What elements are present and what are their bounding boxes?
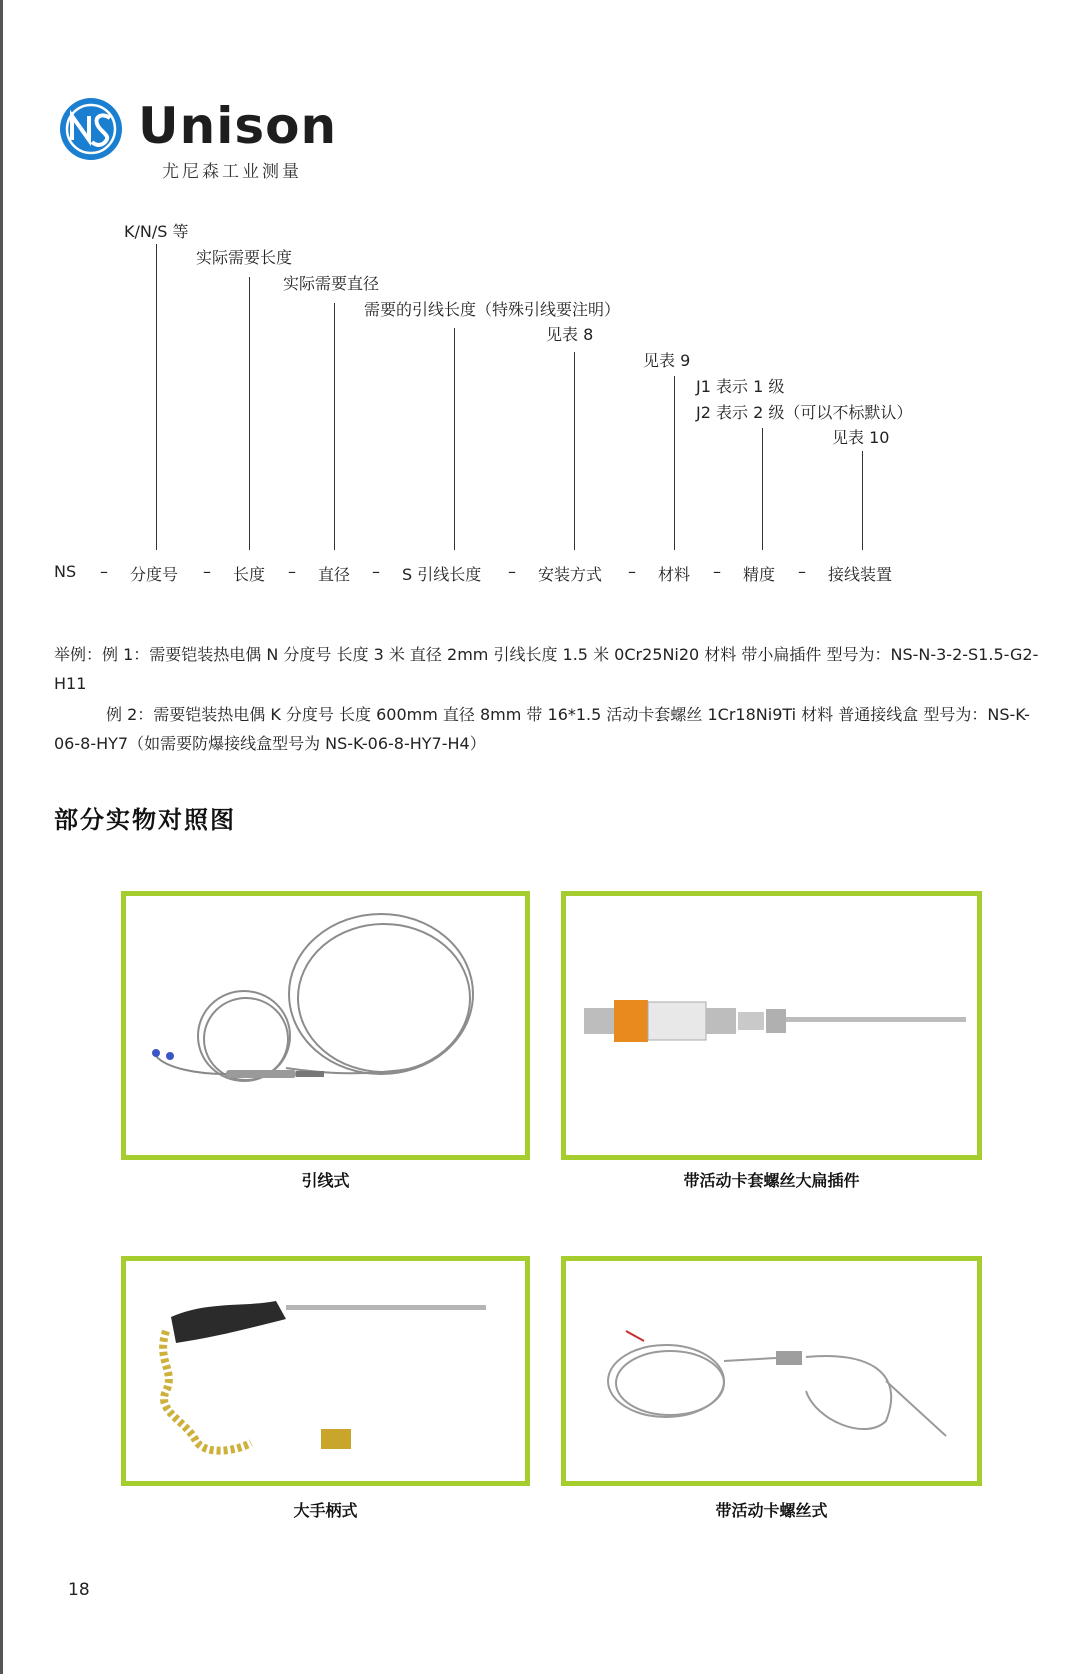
code-separator: –	[372, 562, 380, 581]
photo-ferrule-screw	[561, 1256, 982, 1486]
code-part-prefix: NS	[54, 562, 77, 581]
photo-flat-plug	[561, 891, 982, 1160]
leader-line	[156, 244, 157, 550]
annotation-diameter: 实际需要直径	[283, 274, 380, 293]
ferrule-thermocouple-icon	[566, 1261, 977, 1481]
annotation-length: 实际需要长度	[196, 248, 293, 267]
photo-lead-wire	[121, 891, 530, 1160]
annotation-precision-j1: J1 表示 1 级	[696, 377, 785, 396]
caption-lead-wire: 引线式	[301, 1171, 350, 1190]
example-1: 举例：例 1：需要铠装热电偶 N 分度号 长度 3 米 直径 2mm 引线长度 1.5 米 0Cr25Ni20 材料 带小扁插件 型号为：NS-N-3-2-S1.5-G2-H11	[54, 645, 1039, 693]
caption-ferrule-screw: 带活动卡螺丝式	[715, 1501, 828, 1520]
code-part-install: 安装方式	[538, 565, 603, 584]
code-separator: –	[288, 562, 296, 581]
code-separator: –	[798, 562, 806, 581]
page-number: 18	[68, 1580, 90, 1600]
leader-line	[454, 328, 455, 550]
leader-line	[249, 277, 250, 550]
code-part-connection: 接线装置	[828, 565, 893, 584]
unison-logo-icon	[58, 96, 124, 162]
page-edge-rule	[0, 0, 3, 1674]
code-part-material: 材料	[658, 565, 691, 584]
annotation-install: 见表 8	[546, 325, 594, 344]
section-title: 部分实物对照图	[54, 806, 236, 834]
leader-line	[862, 451, 863, 550]
code-separator: –	[100, 562, 108, 581]
code-part-lead-length: S 引线长度	[402, 565, 482, 584]
leader-line	[574, 352, 575, 550]
flat-plug-thermocouple-icon	[566, 896, 977, 1155]
leader-line	[674, 376, 675, 550]
code-separator: –	[508, 562, 516, 581]
code-separator: –	[628, 562, 636, 581]
annotation-precision-j2: J2 表示 2 级（可以不标默认）	[696, 403, 913, 422]
annotation-graduation: K/N/S 等	[124, 222, 189, 241]
leader-line	[334, 303, 335, 550]
code-separator: –	[713, 562, 721, 581]
annotation-lead-length: 需要的引线长度（特殊引线要注明）	[364, 300, 621, 319]
code-part-diameter: 直径	[318, 565, 351, 584]
example-2: 例 2：需要铠装热电偶 K 分度号 长度 600mm 直径 8mm 带 16*1.5 活动卡套螺丝 1Cr18Ni9Ti 材料 普通接线盒 型号为：NS-K-06-8-HY7（如需要防爆接线盒型号为 NS-K-06-8-HY7-H4）	[54, 705, 1030, 753]
code-part-graduation: 分度号	[130, 565, 179, 584]
brand-subtitle: 尤尼森工业测量	[162, 162, 302, 182]
annotation-connection: 见表 10	[832, 428, 890, 447]
brand-name: Unison	[138, 97, 338, 155]
leader-line	[762, 428, 763, 550]
annotation-material: 见表 9	[643, 351, 691, 370]
caption-handle: 大手柄式	[293, 1501, 358, 1520]
lead-wire-thermocouple-icon	[126, 896, 525, 1155]
code-separator: –	[203, 562, 211, 581]
caption-flat-plug: 带活动卡套螺丝大扁插件	[683, 1171, 860, 1190]
photo-handle	[121, 1256, 530, 1486]
handle-thermocouple-icon	[126, 1261, 525, 1481]
code-part-length: 长度	[233, 565, 266, 584]
code-part-precision: 精度	[743, 565, 776, 584]
